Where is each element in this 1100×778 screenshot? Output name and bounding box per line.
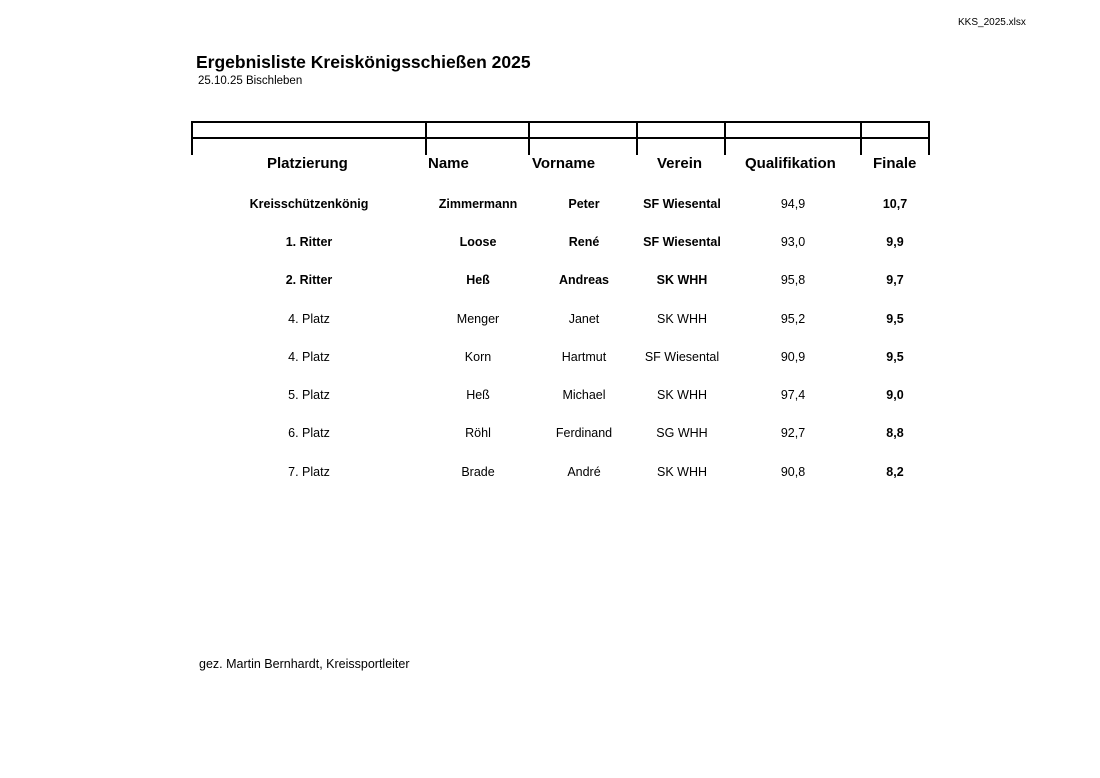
- frame-divider: [928, 121, 930, 155]
- cell-qualification: 95,8: [780, 273, 806, 287]
- cell-name: Menger: [456, 312, 500, 326]
- cell-first-name: Janet: [568, 312, 600, 326]
- cell-placement: Kreisschützenkönig: [249, 197, 369, 211]
- cell-club: SF Wiesental: [643, 235, 721, 249]
- cell-placement: 5. Platz: [288, 388, 330, 402]
- file-name: KKS_2025.xlsx: [958, 17, 1026, 28]
- table-row: [0, 350, 1100, 370]
- table-row: [0, 273, 1100, 293]
- cell-club: SG WHH: [656, 426, 708, 440]
- header-placement: Platzierung: [267, 155, 348, 172]
- cell-first-name: Michael: [562, 388, 606, 402]
- cell-placement: 6. Platz: [288, 426, 330, 440]
- cell-qualification: 90,8: [780, 465, 806, 479]
- cell-club: SK WHH: [656, 273, 708, 287]
- document-title: Ergebnisliste Kreiskönigsschießen 2025: [196, 52, 531, 72]
- cell-qualification: 90,9: [780, 350, 806, 364]
- header-final: Finale: [873, 155, 917, 172]
- cell-final: 8,8: [886, 426, 904, 440]
- cell-final: 8,2: [886, 465, 904, 479]
- cell-placement: 2. Ritter: [285, 273, 333, 287]
- frame-divider: [636, 121, 638, 155]
- cell-name: Loose: [459, 235, 497, 249]
- frame-divider: [191, 121, 193, 155]
- cell-final: 9,5: [886, 350, 904, 364]
- cell-final: 9,9: [886, 235, 904, 249]
- frame-divider: [528, 121, 530, 155]
- table-row: [0, 197, 1100, 217]
- cell-name: Heß: [466, 388, 490, 402]
- cell-name: Korn: [464, 350, 492, 364]
- frame-divider: [860, 121, 862, 155]
- cell-club: SK WHH: [657, 312, 707, 326]
- table-row: [0, 235, 1100, 255]
- cell-first-name: Ferdinand: [555, 426, 613, 440]
- cell-final: 9,7: [886, 273, 904, 287]
- frame-divider: [724, 121, 726, 155]
- cell-placement: 4. Platz: [288, 312, 330, 326]
- cell-final: 9,5: [886, 312, 904, 326]
- cell-name: Zimmermann: [438, 197, 518, 211]
- table-row: [0, 312, 1100, 332]
- header-name: Name: [428, 155, 469, 172]
- cell-qualification: 92,7: [780, 426, 806, 440]
- frame-top-line: [191, 121, 930, 123]
- cell-first-name: Andreas: [558, 273, 610, 287]
- table-row: [0, 465, 1100, 485]
- cell-qualification: 93,0: [780, 235, 806, 249]
- cell-qualification: 94,9: [780, 197, 806, 211]
- cell-club: SK WHH: [657, 465, 707, 479]
- cell-club: SF Wiesental: [643, 197, 721, 211]
- cell-first-name: René: [568, 235, 600, 249]
- cell-first-name: Hartmut: [561, 350, 607, 364]
- cell-final: 10,7: [882, 197, 908, 211]
- cell-club: SF Wiesental: [644, 350, 720, 364]
- cell-first-name: Peter: [568, 197, 600, 211]
- document-subtitle: 25.10.25 Bischleben: [198, 75, 303, 87]
- header-club: Verein: [657, 155, 703, 172]
- cell-placement: 1. Ritter: [285, 235, 333, 249]
- cell-placement: 7. Platz: [288, 465, 330, 479]
- cell-name: Heß: [466, 273, 490, 287]
- cell-club: SK WHH: [657, 388, 707, 402]
- cell-placement: 4. Platz: [288, 350, 330, 364]
- signature-line: gez. Martin Bernhardt, Kreissportleiter: [199, 657, 410, 671]
- cell-qualification: 97,4: [780, 388, 806, 402]
- cell-qualification: 95,2: [780, 312, 806, 326]
- cell-name: Röhl: [465, 426, 491, 440]
- header-qualification: Qualifikation: [745, 155, 836, 172]
- table-row: [0, 426, 1100, 446]
- header-first-name: Vorname: [532, 155, 596, 172]
- cell-name: Brade: [461, 465, 495, 479]
- table-row: [0, 388, 1100, 408]
- cell-final: 9,0: [886, 388, 904, 402]
- cell-first-name: André: [567, 465, 601, 479]
- frame-divider: [425, 121, 427, 155]
- frame-middle-line: [191, 137, 930, 139]
